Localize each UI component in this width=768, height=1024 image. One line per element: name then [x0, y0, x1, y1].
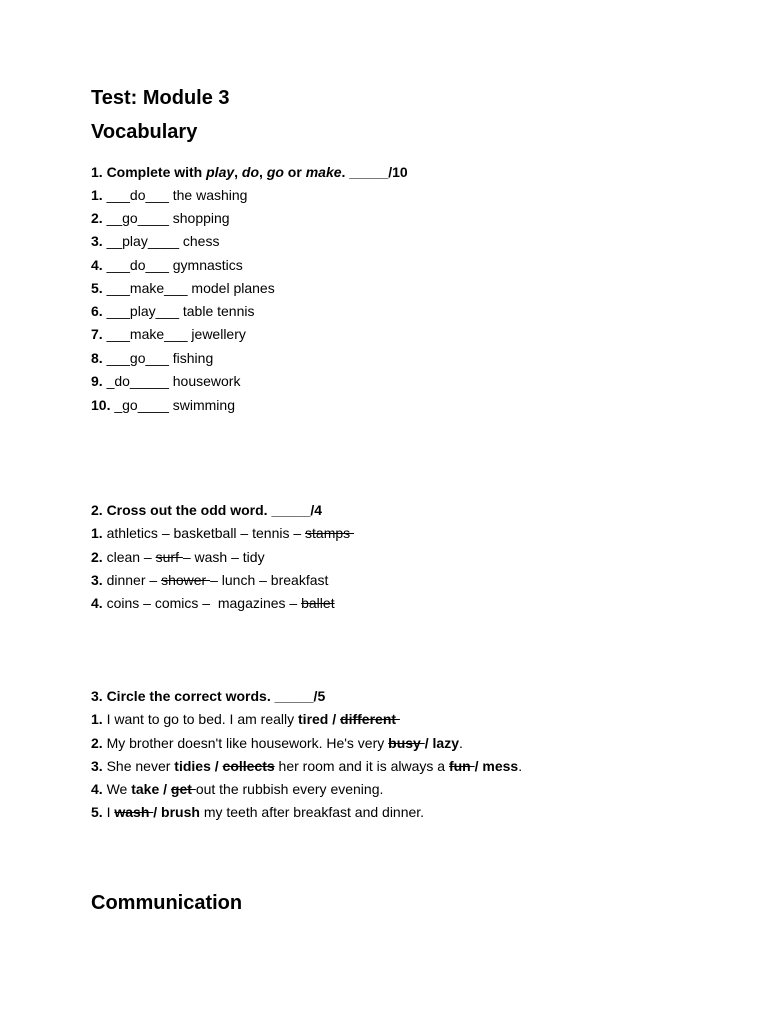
list-item: 1. I want to go to bed. I am really tired / different [91, 711, 400, 727]
section2-instruction: 2. Cross out the odd word. _____/4 [91, 502, 323, 518]
page-title: Test: Module 3 [91, 87, 230, 109]
list-item: 4. We take / get out the rubbish every evening. [91, 781, 384, 797]
crossed-out-word: ballet [301, 595, 335, 611]
list-item: 1. athletics – basketball – tennis – stamps [91, 525, 355, 541]
section1-instruction: 1. Complete with play, do, go or make. _____/10 [91, 164, 408, 180]
crossed-out-option: get [170, 781, 196, 797]
correct-option: / mess [474, 758, 519, 774]
list-item: 5. I wash / brush my teeth after breakfast and dinner. [91, 804, 425, 820]
crossed-out-word: stamps [305, 525, 355, 541]
list-item: 2. __go____ shopping [91, 210, 230, 226]
list-item: 9. _do_____ housework [91, 373, 241, 389]
correct-option: / lazy [424, 735, 459, 751]
vocabulary-heading: Vocabulary [91, 121, 198, 143]
crossed-out-option: different [340, 711, 400, 727]
crossed-out-word: surf [155, 549, 183, 565]
correct-option: tired / [298, 711, 341, 727]
list-item: 3. She never tidies / collects her room and it is always a fun / mess. [91, 758, 523, 774]
crossed-out-option: wash [114, 804, 154, 820]
list-item: 3. __play____ chess [91, 233, 220, 249]
list-item: 4. ___do___ gymnastics [91, 257, 243, 273]
correct-option: / brush [153, 804, 200, 820]
list-item: 6. ___play___ table tennis [91, 303, 255, 319]
crossed-out-option: busy [388, 735, 425, 751]
communication-heading: Communication [91, 892, 243, 914]
crossed-out-word: shower [161, 572, 211, 588]
list-item: 8. ___go___ fishing [91, 350, 214, 366]
list-item: 4. coins – comics – magazines – ballet [91, 595, 335, 611]
correct-option: tidies / [174, 758, 223, 774]
list-item: 2. My brother doesn't like housework. He's very busy / lazy. [91, 735, 463, 751]
list-item: 2. clean – surf – wash – tidy [91, 549, 265, 565]
list-item: 1. ___do___ the washing [91, 187, 248, 203]
crossed-out-option: fun [448, 758, 475, 774]
list-item: 10. _go____ swimming [91, 397, 235, 413]
section3-instruction: 3. Circle the correct words. _____/5 [91, 688, 326, 704]
list-item: 3. dinner – shower – lunch – breakfast [91, 572, 329, 588]
list-item: 5. ___make___ model planes [91, 280, 275, 296]
crossed-out-option: collects [222, 758, 275, 774]
correct-option: take / [131, 781, 171, 797]
list-item: 7. ___make___ jewellery [91, 326, 246, 342]
